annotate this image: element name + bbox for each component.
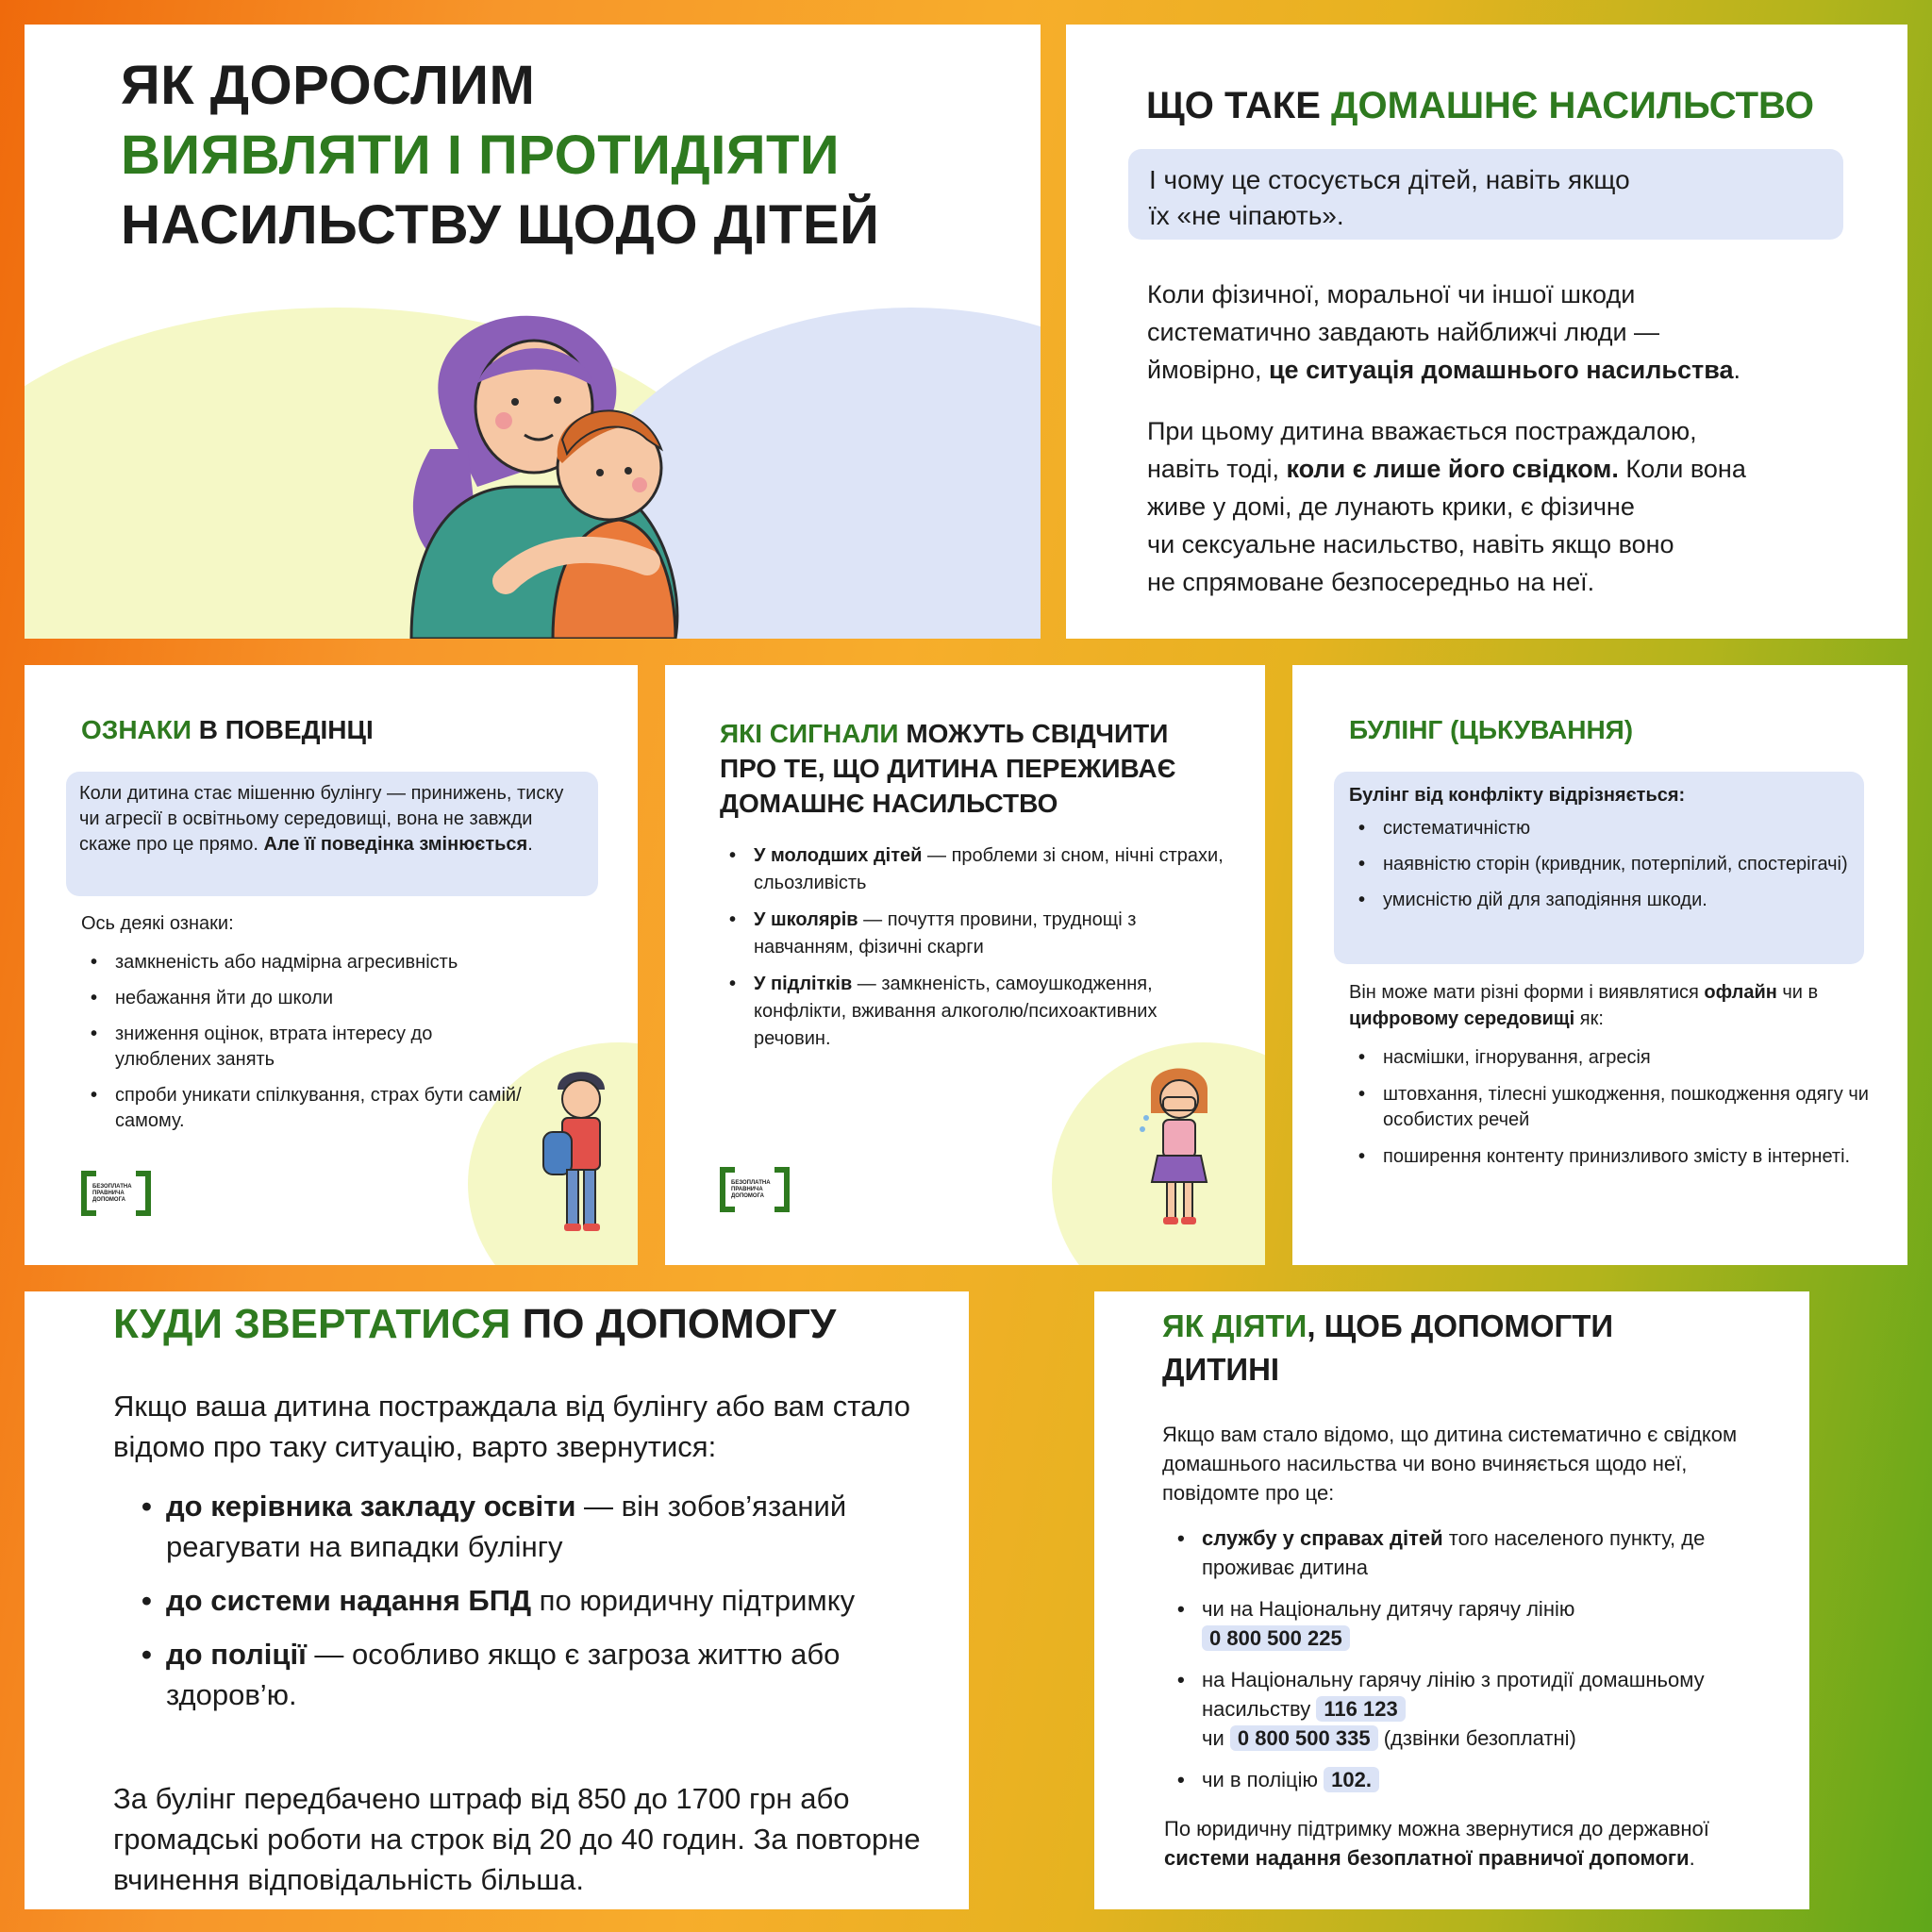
phone-number[interactable]: 0 800 500 225 (1202, 1625, 1350, 1651)
card-domestic-violence (1066, 25, 1907, 639)
text: ймовірно, (1147, 356, 1269, 384)
text: — він зобов’язаний реагувати на випадки булінгу (166, 1490, 847, 1563)
phone-number[interactable]: 0 800 500 335 (1230, 1725, 1378, 1751)
text: — особливо якщо є загроза життю або здоров’ю. (166, 1638, 841, 1711)
text-line (1147, 351, 1864, 389)
dv-paragraph-1 (1147, 275, 1864, 389)
title-line-1: ЯК ДОРОСЛИМ (121, 55, 536, 116)
title-part: ЩО ТАКЕ (1146, 85, 1331, 126)
bold-text: У молодших дітей (754, 845, 923, 866)
text: того населеного пункту, де проживає дитина (1202, 1526, 1706, 1579)
bold-text: це ситуація домашнього насильства (1268, 356, 1734, 384)
logo-text: БЕЗОПЛАТНА ПРАВНИЧА ДОПОМОГА (92, 1183, 132, 1203)
list-item (166, 1580, 940, 1621)
phone-number[interactable]: 102. (1324, 1767, 1379, 1792)
bullying-forms-text (1349, 979, 1858, 1032)
text: — почуття провини, труднощі з навчанням, фізичні скарги (754, 909, 1137, 958)
text: . (527, 834, 533, 855)
text: чи в поліцію (1202, 1768, 1319, 1791)
text: по юридичну підтримку (531, 1584, 856, 1617)
behavior-title (81, 712, 374, 747)
dv-title (1146, 85, 1814, 127)
title-line-2: ВИЯВЛЯТИ І ПРОТИДІЯТИ (121, 125, 841, 186)
text-line: При цьому дитина вважається постраждалою, (1147, 417, 1697, 445)
box-line: І чому це стосується дітей, навіть якщо (1149, 165, 1630, 194)
bpd-logo (720, 1167, 790, 1212)
list-item (1202, 1524, 1787, 1582)
list-item (754, 842, 1225, 897)
mother-hugging-child-illustration (374, 298, 713, 639)
bold-text: У підлітків (754, 974, 853, 994)
signals-title (720, 716, 1229, 821)
title-accent: КУДИ ЗВЕРТАТИСЯ (113, 1301, 511, 1347)
box-heading: Булінг від конфлікту відрізняється: (1349, 785, 1686, 806)
text: на Національну гарячу лінію з протидії домашньому насильству (1202, 1668, 1705, 1721)
text: — проблеми зі сном, нічні страхи, сльозливість (754, 845, 1224, 893)
help-title (113, 1301, 836, 1348)
text: чи в (1776, 982, 1819, 1003)
legal-support-text (1164, 1814, 1768, 1873)
card-behavior-signs (25, 665, 638, 1265)
behavior-box (66, 772, 598, 896)
intro-title (121, 51, 879, 260)
text: чи (1202, 1726, 1224, 1750)
list-item (166, 1486, 940, 1567)
box-line: їх «не чіпають». (1149, 201, 1344, 230)
text: (дзвінки безоплатні) (1383, 1726, 1576, 1750)
text: . (1689, 1846, 1695, 1870)
bold-text: службу у справах дітей (1202, 1526, 1443, 1550)
title-part: В ПОВЕДІНЦІ (191, 715, 374, 744)
bpd-logo (81, 1171, 151, 1216)
dv-paragraph-2 (1147, 412, 1864, 601)
card-signals (665, 665, 1265, 1265)
list-item: • спроби уникати спілкування, страх бути самій/самому. (115, 1083, 530, 1134)
list-item: • штовхання, тілесні ушкодження, пошкодження одягу чи особистих речей (1383, 1082, 1874, 1133)
title-accent: ДОМАШНЄ НАСИЛЬСТВО (1331, 85, 1815, 126)
bold-text: до керівника закладу освіти (166, 1490, 576, 1523)
bullying-title: БУЛІНГ (ЦЬКУВАННЯ) (1349, 715, 1634, 744)
crying-girl-illustration (1137, 1061, 1222, 1231)
signs-lead: Ось деякі ознаки: (81, 913, 234, 934)
title-part: , ЩОБ ДОПОМОГТИ (1307, 1308, 1614, 1343)
signals-list (754, 842, 1225, 1062)
list-item (754, 971, 1225, 1053)
text-line: не спрямоване безпосередньо на неї. (1147, 568, 1595, 596)
bold-text: офлайн (1704, 982, 1777, 1003)
bold-text: системи надання безоплатної правничої допомоги (1164, 1846, 1690, 1870)
list-item: • замкненість або надмірна агресивність (115, 950, 530, 975)
title-part: ПО ДОПОМОГУ (510, 1301, 837, 1347)
title-part: ДИТИНІ (1162, 1352, 1280, 1387)
signs-list (115, 950, 530, 1144)
dv-subtitle-box (1128, 149, 1843, 240)
text: — замкненість, самоушкодження, конфлікти, вживання алкоголю/психоактивних речовин. (754, 974, 1158, 1049)
list-item (1202, 1765, 1787, 1794)
list-item (166, 1634, 940, 1715)
logo-text: БЕЗОПЛАТНА ПРАВНИЧА ДОПОМОГА (731, 1179, 771, 1199)
phone-number[interactable]: 116 123 (1316, 1696, 1405, 1722)
list-item (754, 907, 1225, 961)
text: Коли вона (1618, 455, 1746, 483)
list-item (1202, 1665, 1787, 1753)
list-item: • поширення контенту принизливого змісту в інтернеті. (1383, 1144, 1874, 1170)
text: як: (1574, 1008, 1604, 1029)
penalty-text: За булінг передбачено штраф від 850 до 1700 грн або громадські роботи на строк від 20 до 40 годин. За повторне вчинення відповідальність більша. (113, 1782, 921, 1896)
text: По юридичну підтримку можна звернутися до державної (1164, 1817, 1709, 1840)
title-part: МОЖУТЬ СВІДЧИТИ ПРО ТЕ, ЩО ДИТИНА ПЕРЕЖИВАЄ ДОМАШНЄ НАСИЛЬСТВО (720, 719, 1176, 818)
bullying-forms-list (1383, 1045, 1874, 1181)
list-item: • наявністю сторін (кривдник, потерпілий, спостерігачі) (1383, 852, 1849, 877)
card-intro (25, 25, 1041, 639)
list-item (1202, 1594, 1787, 1653)
box-list (1383, 816, 1849, 913)
bold-text: цифровому середовищі (1349, 1008, 1575, 1029)
bullying-box (1334, 772, 1864, 964)
title-accent: ЯК ДІЯТИ (1162, 1308, 1307, 1343)
text-line: Коли фізичної, моральної чи іншої шкоди (1147, 280, 1636, 308)
text-line: систематично завдають найближчі люди — (1147, 318, 1660, 346)
list-item: • умисністю дій для заподіяння шкоди. (1383, 888, 1849, 913)
text-line (1147, 450, 1864, 488)
help-list (166, 1486, 940, 1728)
bold-text: Але її поведінка змінюється (263, 834, 528, 855)
list-item: • систематичністю (1383, 816, 1849, 841)
card-where-to-seek-help (25, 1291, 969, 1909)
bold-text: У школярів (754, 909, 858, 930)
text: чи на Національну дитячу гарячу лінію (1202, 1597, 1575, 1621)
bold-text: до системи надання БПД (166, 1584, 532, 1617)
text: Коли дитина стає мішенню булінгу — принижень, тиску чи агресії в освітньому середовищі, вона не завжди скаже про це прямо. (79, 783, 564, 855)
list-item: • небажання йти до школи (115, 986, 530, 1011)
text: Він може мати різні форми і виявлятися (1349, 982, 1705, 1003)
bold-text: до поліції (166, 1638, 307, 1671)
card-how-to-act (1094, 1291, 1809, 1909)
text-line: чи сексуальне насильство, навіть якщо воно (1147, 530, 1674, 558)
text-line: живе у домі, де лунають крики, є фізичне (1147, 492, 1635, 521)
list-item: • насмішки, ігнорування, агресія (1383, 1045, 1874, 1071)
act-intro: Якщо вам стало відомо, що дитина систематично є свідком домашнього насильства чи воно вчиняється щодо неї, повідомте про це: (1162, 1423, 1738, 1505)
text: навіть тоді, (1147, 455, 1287, 483)
sad-boy-with-backpack-illustration (534, 1061, 628, 1241)
card-bullying (1292, 665, 1907, 1265)
title-accent: ОЗНАКИ (81, 715, 192, 744)
bold-text: коли є лише його свідком. (1286, 455, 1619, 483)
text: . (1733, 356, 1741, 384)
list-item: • зниження оцінок, втрата інтересу до улюблених занять (115, 1022, 530, 1073)
title-line-3: НАСИЛЬСТВУ ЩОДО ДІТЕЙ (121, 194, 880, 256)
help-intro: Якщо ваша дитина постраждала від булінгу або вам стало відомо про таку ситуацію, варто звернутися: (113, 1390, 911, 1463)
report-to-list (1202, 1524, 1787, 1807)
act-title (1162, 1305, 1613, 1391)
title-accent: ЯКІ СИГНАЛИ (720, 719, 899, 748)
